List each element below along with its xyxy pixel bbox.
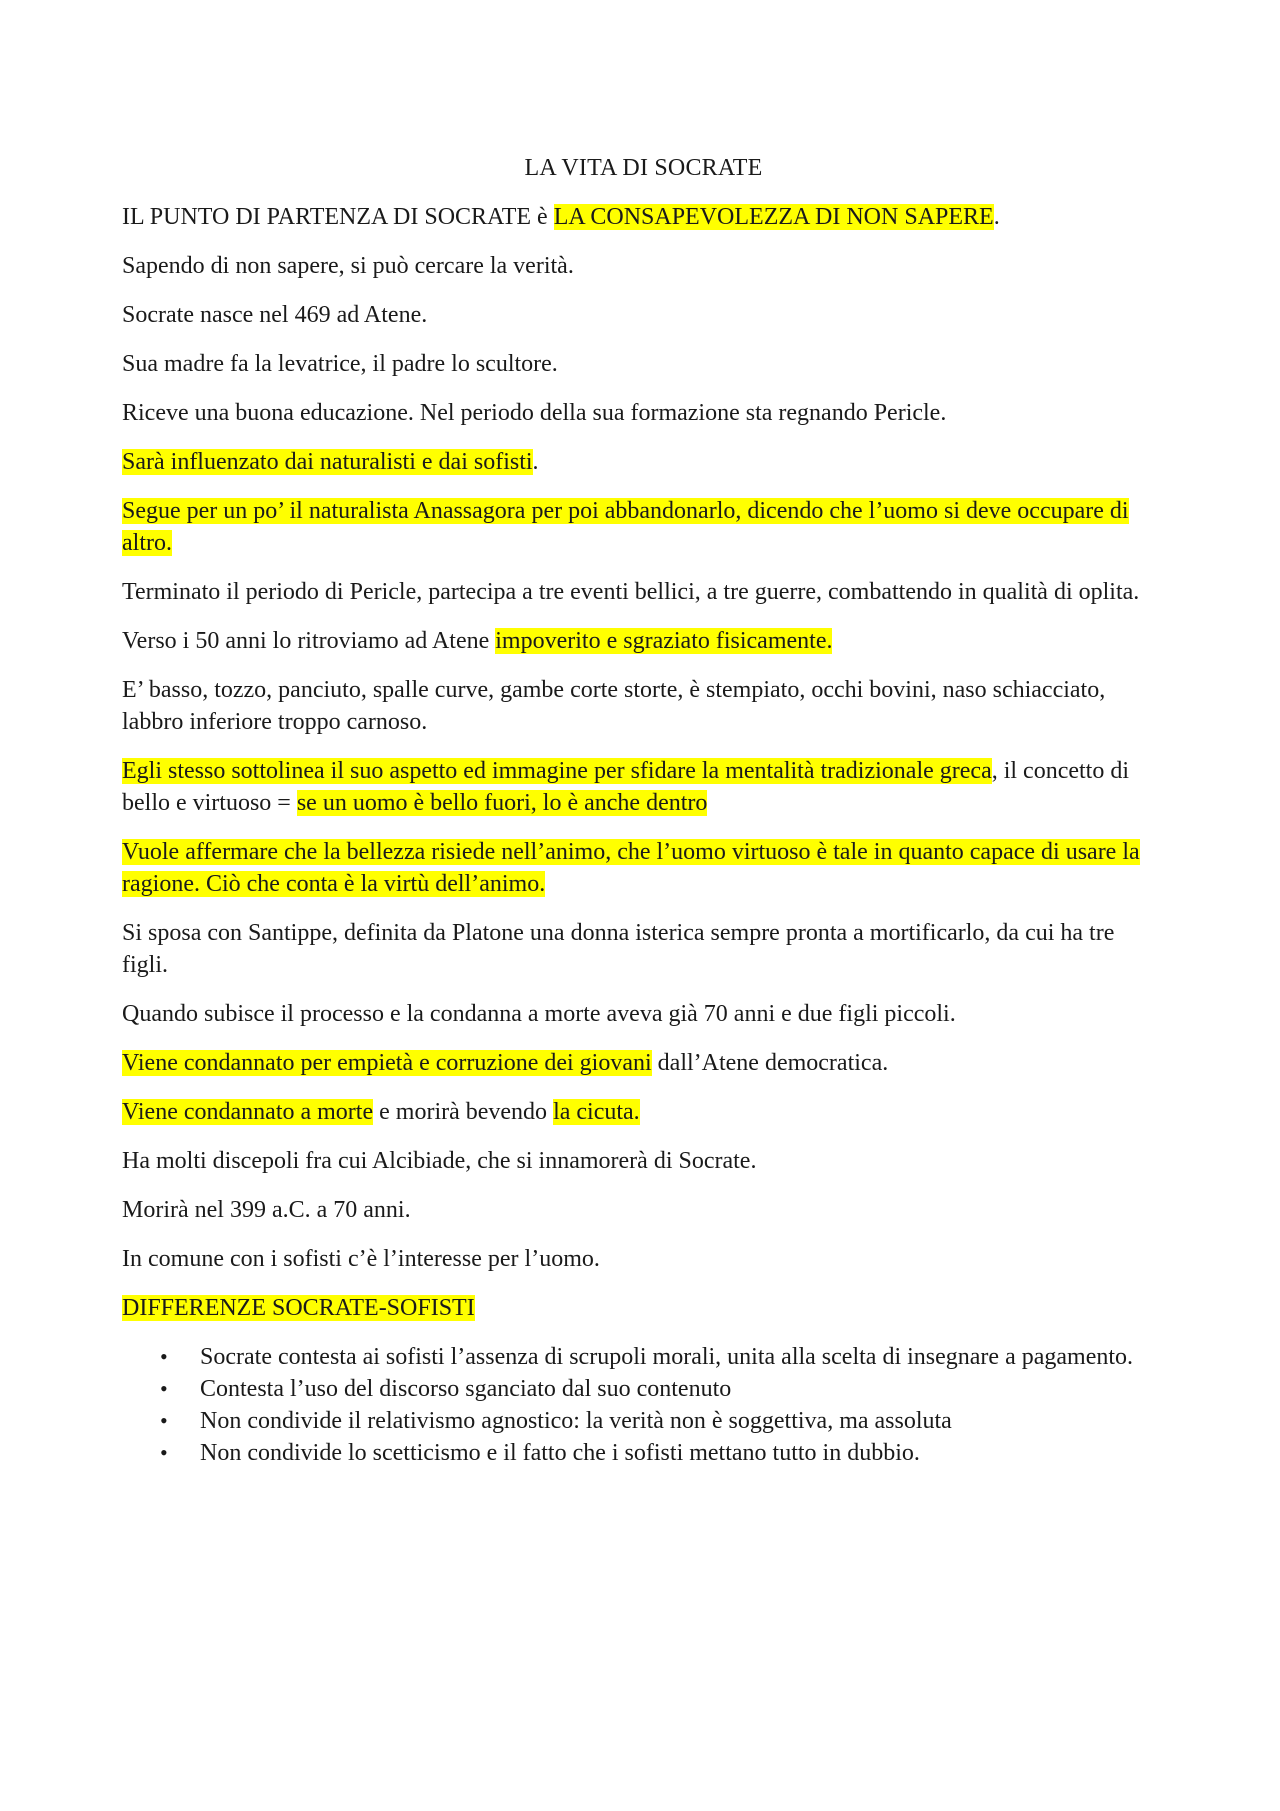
paragraph [122, 576, 1165, 608]
highlighted-text: la cicuta. [553, 1099, 640, 1125]
paragraph [122, 1145, 1165, 1177]
text-segment: Ha molti discepoli fra cui Alcibiade, che si innamorerà di Socrate. [122, 1148, 757, 1174]
list-item-text: Contesta l’uso del discorso sganciato dal suo contenuto [200, 1376, 732, 1402]
paragraph [122, 1243, 1165, 1275]
text-segment: Si sposa con Santippe, definita da Platone una donna isterica sempre pronta a mortificarlo, da cui ha tre figli. [122, 920, 1115, 978]
text-segment: Verso i 50 anni lo ritroviamo ad Atene [122, 628, 496, 654]
list-item [160, 1373, 1165, 1405]
highlighted-text: Egli stesso sottolinea il suo aspetto ed immagine per sfidare la mentalità tradizionale greca [122, 758, 992, 784]
highlighted-text: Vuole affermare che la bellezza risiede nell’animo, che l’uomo virtuoso è tale in quanto capace di usare la ragione. Ciò che conta è la virtù dell’animo. [122, 839, 1140, 897]
text-segment: Sapendo di non sapere, si può cercare la verità. [122, 253, 574, 279]
paragraph [122, 1292, 1165, 1324]
highlighted-text: DIFFERENZE SOCRATE-SOFISTI [122, 1295, 475, 1321]
list-item-text: Socrate contesta ai sofisti l’assenza di scrupoli morali, unita alla scelta di insegnare a pagamento. [200, 1344, 1134, 1370]
list-item-text: Non condivide il relativismo agnostico: la verità non è soggettiva, ma assoluta [200, 1408, 952, 1434]
paragraph [122, 836, 1165, 900]
text-segment: , il concetto di bello e virtuoso = [122, 758, 1130, 816]
list-item [160, 1405, 1165, 1437]
paragraph [122, 917, 1165, 981]
paragraph [122, 495, 1165, 559]
body-paragraphs [122, 201, 1165, 1324]
paragraph [122, 201, 1165, 233]
paragraph [122, 1096, 1165, 1128]
bullet-icon: • [160, 1344, 168, 1369]
bullet-icon: • [160, 1440, 168, 1465]
text-segment: Riceve una buona educazione. Nel periodo della sua formazione sta regnando Pericle. [122, 400, 947, 426]
highlighted-text: LA CONSAPEVOLEZZA DI NON SAPERE [553, 204, 994, 230]
highlighted-text: Segue per un po’ il naturalista Anassagora per poi abbandonarlo, dicendo che l’uomo si deve occupare di altro. [122, 498, 1129, 556]
paragraph [122, 397, 1165, 429]
text-segment: In comune con i sofisti c’è l’interesse per l’uomo. [122, 1246, 600, 1272]
differences-bullet-list [122, 1341, 1165, 1469]
text-segment: Morirà nel 399 a.C. a 70 anni. [122, 1197, 411, 1223]
paragraph [122, 250, 1165, 282]
text-segment: dall’Atene democratica. [651, 1050, 889, 1076]
bullet-icon: • [160, 1376, 168, 1401]
paragraph [122, 998, 1165, 1030]
text-segment: Sua madre fa la levatrice, il padre lo scultore. [122, 351, 558, 377]
text-segment: . [532, 449, 539, 475]
paragraph [122, 625, 1165, 657]
text-segment: Terminato il periodo di Pericle, partecipa a tre eventi bellici, a tre guerre, combattendo in qualità di oplita. [122, 579, 1140, 605]
paragraph [122, 299, 1165, 331]
text-segment: . [993, 204, 1000, 230]
paragraph [122, 1194, 1165, 1226]
list-item [160, 1437, 1165, 1469]
text-segment: Socrate nasce nel 469 ad Atene. [122, 302, 428, 328]
highlighted-text: Sarà influenzato dai naturalisti e dai sofisti [122, 449, 533, 475]
paragraph [122, 348, 1165, 380]
highlighted-text: impoverito e sgraziato fisicamente. [495, 628, 833, 654]
text-segment: Quando subisce il processo e la condanna a morte aveva già 70 anni e due figli piccoli. [122, 1001, 956, 1027]
paragraph [122, 446, 1165, 478]
paragraph [122, 755, 1165, 819]
highlighted-text: Viene condannato a morte [122, 1099, 374, 1125]
text-segment: IL PUNTO DI PARTENZA DI SOCRATE è [122, 204, 554, 230]
list-item-text: Non condivide lo scetticismo e il fatto che i sofisti mettano tutto in dubbio. [200, 1440, 920, 1466]
document-title: LA VITA DI SOCRATE [524, 155, 763, 181]
bullet-icon: • [160, 1408, 168, 1433]
paragraph [122, 674, 1165, 738]
text-segment: e morirà bevendo [373, 1099, 554, 1125]
list-item [160, 1341, 1165, 1373]
text-segment: E’ basso, tozzo, panciuto, spalle curve, gambe corte storte, è stempiato, occhi bovini, naso schiacciato, labbro inferiore troppo carnoso. [122, 677, 1106, 735]
paragraph [122, 1047, 1165, 1079]
highlighted-text: se un uomo è bello fuori, lo è anche dentro [296, 790, 708, 816]
highlighted-text: Viene condannato per empietà e corruzione dei giovani [122, 1050, 652, 1076]
